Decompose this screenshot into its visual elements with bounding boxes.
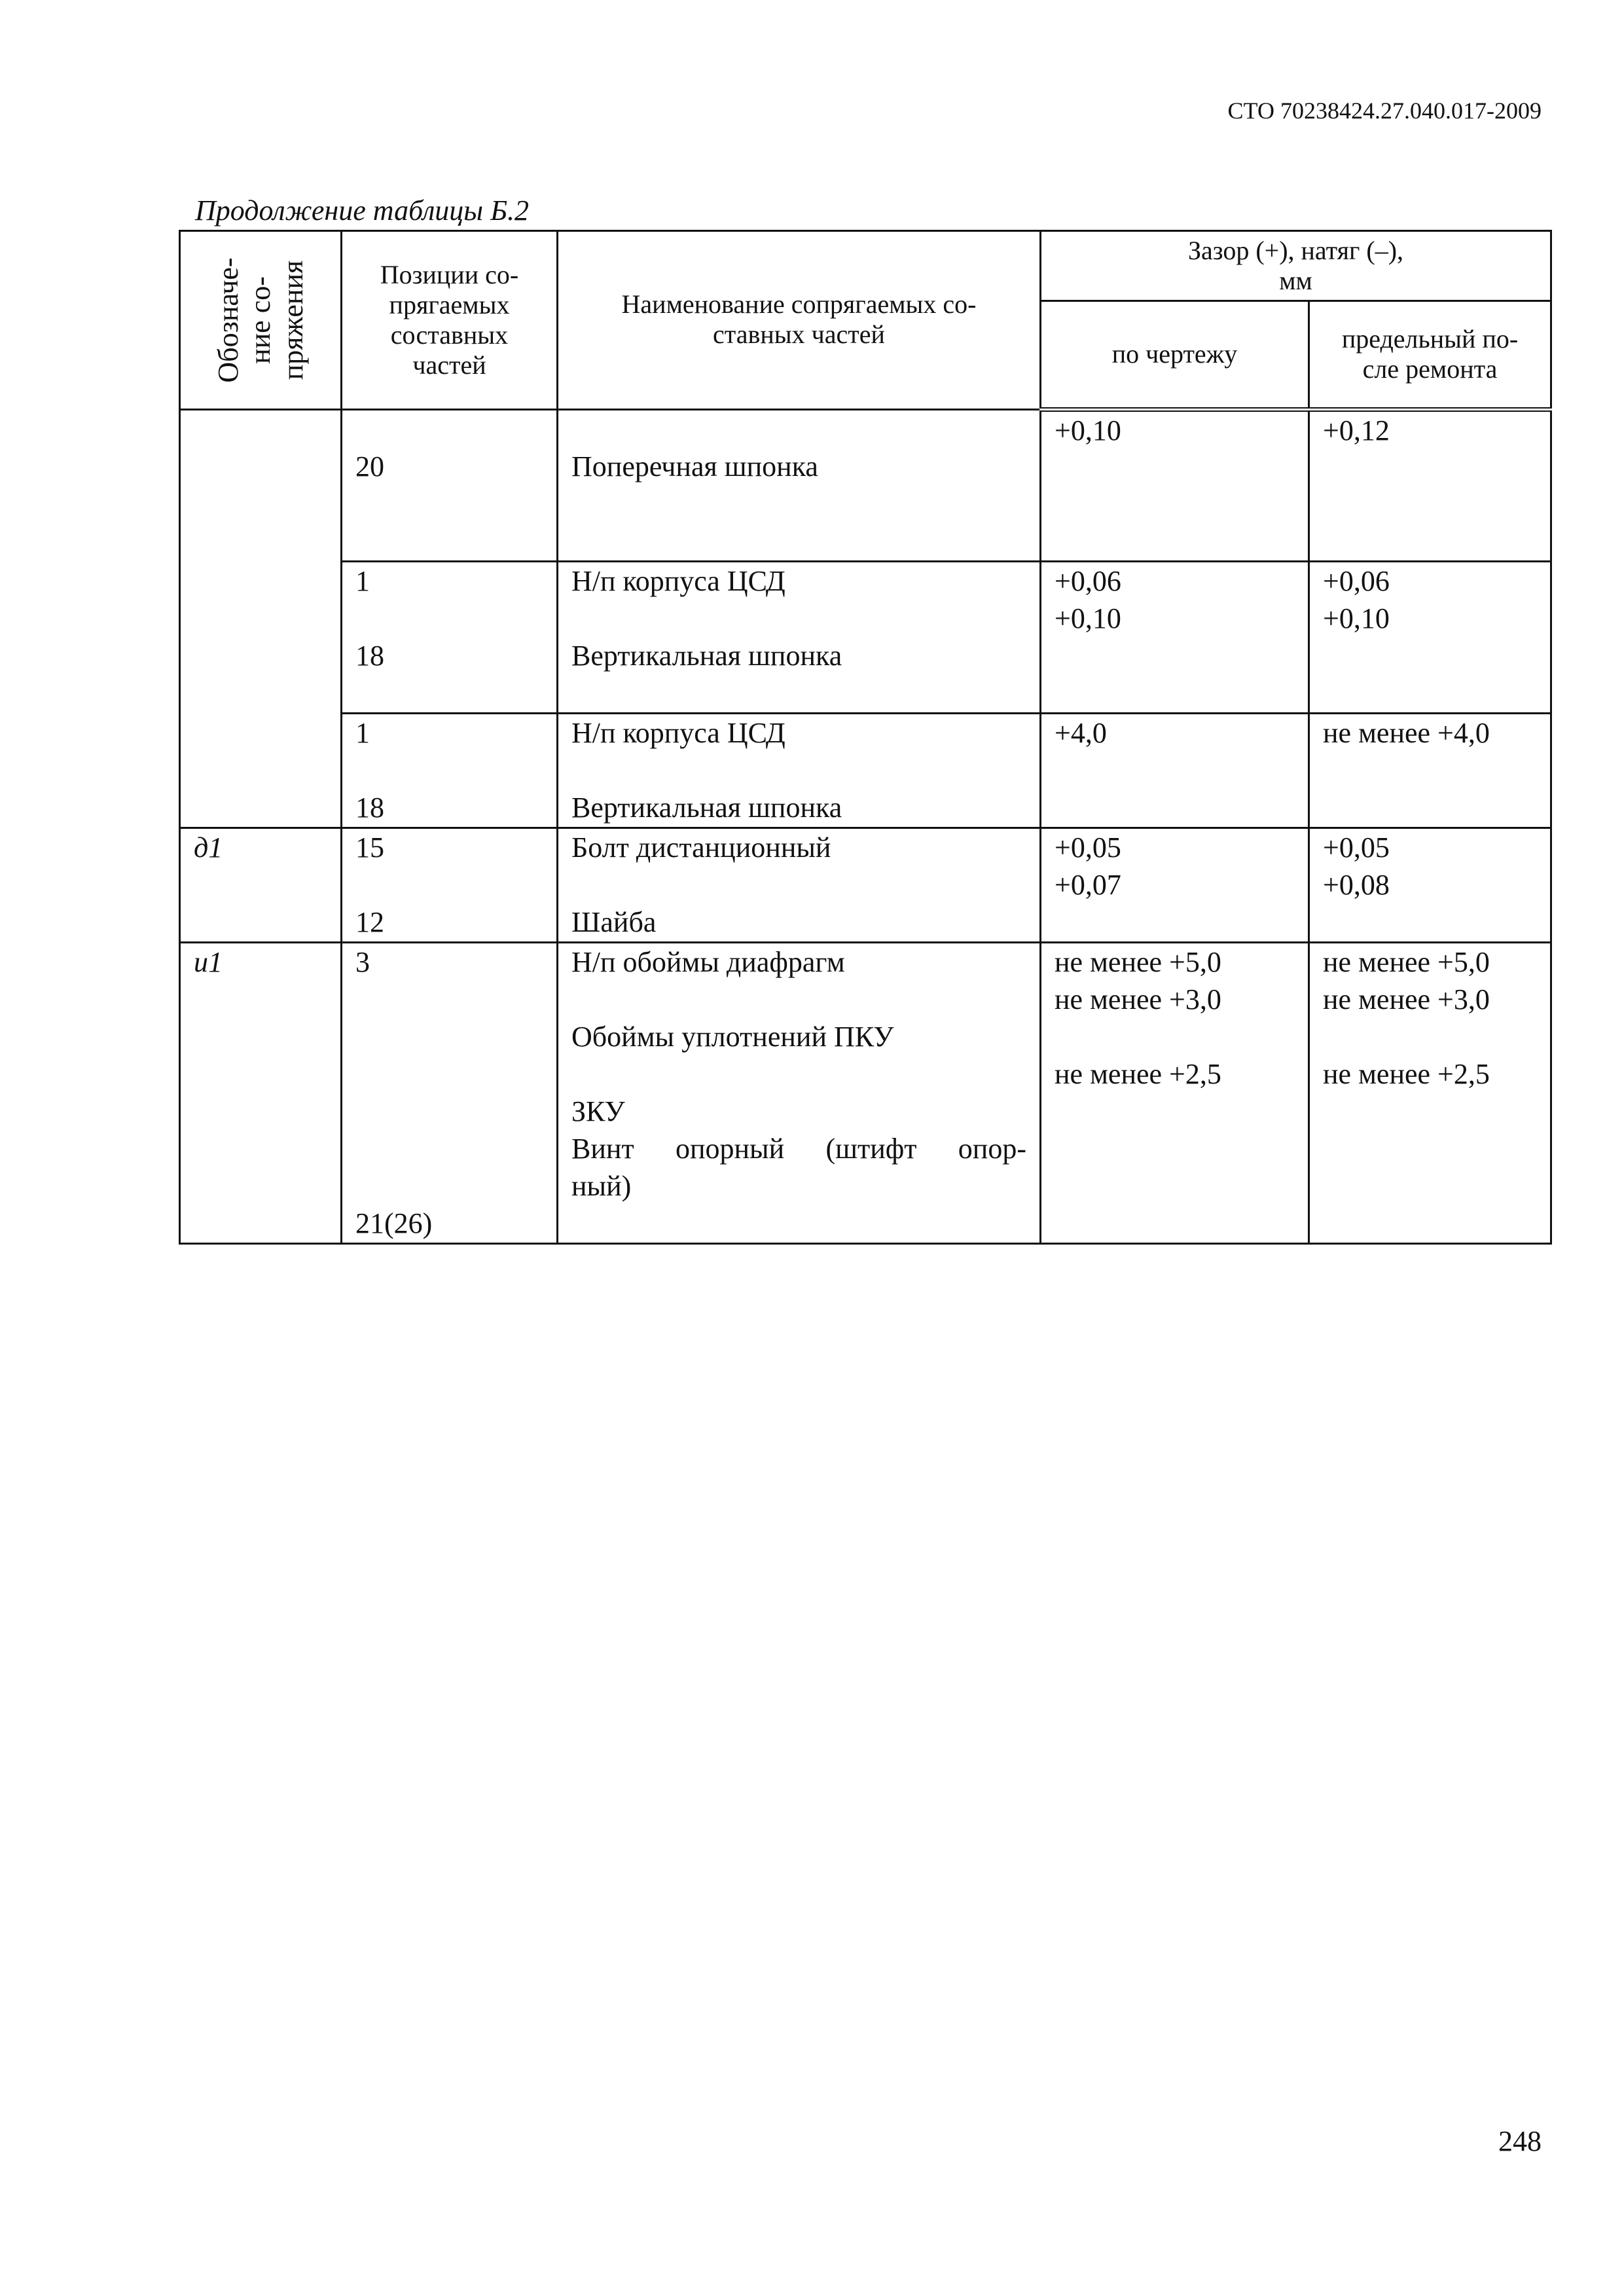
document-code: СТО 70238424.27.040.017-2009 bbox=[1227, 98, 1542, 124]
positions-cell: 20 bbox=[342, 410, 558, 562]
page-number: 248 bbox=[1498, 2125, 1542, 2157]
limit-cell: +0,12 bbox=[1309, 410, 1551, 562]
header-limit-after-repair: предельный по- сле ремонта bbox=[1309, 301, 1551, 410]
by-drawing-cell: +0,05 +0,07 bbox=[1041, 828, 1309, 943]
justified-line bbox=[558, 1130, 1039, 1167]
by-drawing-cell: +0,10 bbox=[1041, 410, 1309, 562]
part-name-cell: Болт дистанционный Шайба bbox=[558, 828, 1041, 943]
part-name-cell: Н/п корпуса ЦСД Вертикальная шпонка bbox=[558, 714, 1041, 828]
header-positions: Позиции со- прягаемых составных частей bbox=[342, 231, 558, 410]
header-by-drawing: по чертежу bbox=[1041, 301, 1309, 410]
part-name-cell: Н/п обоймы диафрагм Обоймы уплотнений ПКУ ЗКУ Винт опорный (штифт опор- ный) bbox=[558, 943, 1041, 1244]
positions-cell: 1 18 bbox=[342, 714, 558, 828]
by-drawing-cell: не менее +5,0 не менее +3,0 не менее +2,5 bbox=[1041, 943, 1309, 1244]
designation-cell: и1 bbox=[180, 943, 342, 1244]
justified-word: опорный bbox=[675, 1133, 785, 1165]
designation-cell: д1 bbox=[180, 828, 342, 943]
tolerance-table bbox=[179, 230, 1552, 1245]
part-name-cell: Н/п корпуса ЦСД Вертикальная шпонка bbox=[558, 562, 1041, 714]
positions-cell: 3 21(26) bbox=[342, 943, 558, 1244]
header-designation: Обозначе- ние со- пряжения bbox=[180, 231, 342, 410]
justified-word: Винт bbox=[571, 1133, 634, 1165]
table-row bbox=[180, 943, 1551, 1244]
table-caption: Продолжение таблицы Б.2 bbox=[195, 194, 530, 227]
limit-cell: +0,06 +0,10 bbox=[1309, 562, 1551, 714]
limit-cell: не менее +4,0 bbox=[1309, 714, 1551, 828]
justified-word: опор- bbox=[958, 1133, 1026, 1165]
table-row bbox=[180, 714, 1551, 828]
header-clearance-group: Зазор (+), натяг (–), мм bbox=[1041, 231, 1551, 301]
header-part-name: Наименование сопрягаемых со- ставных частей bbox=[558, 231, 1041, 410]
by-drawing-cell: +0,06 +0,10 bbox=[1041, 562, 1309, 714]
positions-cell: 1 18 bbox=[342, 562, 558, 714]
designation-cell bbox=[180, 410, 342, 828]
positions-cell: 15 12 bbox=[342, 828, 558, 943]
limit-cell: +0,05 +0,08 bbox=[1309, 828, 1551, 943]
table-row bbox=[180, 828, 1551, 943]
justified-word: (штифт bbox=[825, 1133, 917, 1165]
part-name-cell: Поперечная шпонка bbox=[558, 410, 1041, 562]
table-row bbox=[180, 562, 1551, 714]
limit-cell: не менее +5,0 не менее +3,0 не менее +2,5 bbox=[1309, 943, 1551, 1244]
by-drawing-cell: +4,0 bbox=[1041, 714, 1309, 828]
table-row bbox=[180, 410, 1551, 562]
